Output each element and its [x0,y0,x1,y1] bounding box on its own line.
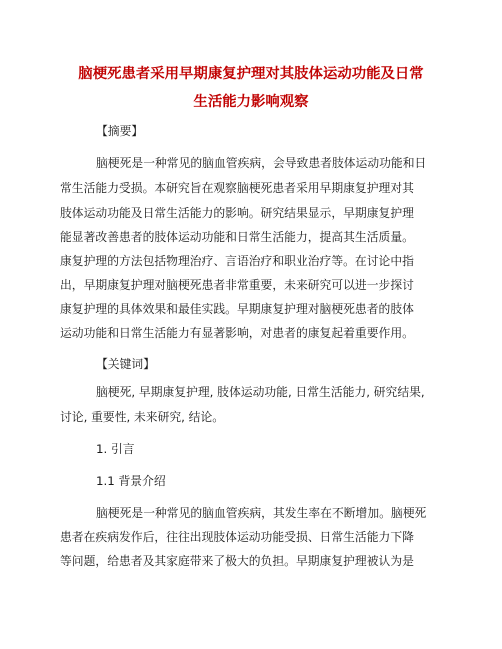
abstract-line: 肢体运动功能及日常生活能力的影响。研究结果显示，早期康复护理 [60,206,414,220]
abstract-line: 脑梗死是一种常见的脑血管疾病，会导致患者肢体运动功能和日 [96,156,427,170]
keywords-line: 脑梗死, 早期康复护理, 肢体运动功能, 日常生活能力, 研究结果, [96,385,425,399]
abstract-line: 康复护理的具体效果和最佳实践。早期康复护理对脑梗死患者的肢体 [60,302,414,316]
section-heading: 1. 引言 [96,442,135,456]
abstract-line: 常生活能力受损。本研究旨在观察脑梗死患者采用早期康复护理对其 [60,181,414,195]
abstract-line: 能显著改善患者的肢体运动功能和日常生活能力，提高其生活质量。 [60,230,414,244]
background-line: 脑梗死是一种常见的脑血管疾病，其发生率在不断增加。脑梗死 [96,506,427,520]
keywords-label: 【关键词】 [96,357,155,371]
subsection-heading: 1.1 背景介绍 [96,474,166,488]
abstract-label: 【摘要】 [96,124,144,138]
keywords-line: 讨论, 重要性, 未来研究, 结论。 [60,410,225,424]
title-line-1: 脑梗死患者采用早期康复护理对其肢体运动功能及日常 [78,66,424,82]
abstract-line: 出，早期康复护理对脑梗死患者非常重要，未来研究可以进一步探讨 [60,278,414,292]
title-line-2: 生活能力影响观察 [193,94,309,110]
abstract-line: 康复护理的方法包括物理治疗、言语治疗和职业治疗等。在讨论中指 [60,254,414,268]
document-title [60,60,442,116]
background-line: 等问题，给患者及其家庭带来了极大的负担。早期康复护理被认为是 [60,554,414,568]
background-line: 患者在疾病发作后，往往出现肢体运动功能受损、日常生活能力下降 [60,530,414,544]
abstract-line: 运动功能和日常生活能力有显著影响，对患者的康复起着重要作用。 [60,326,414,340]
